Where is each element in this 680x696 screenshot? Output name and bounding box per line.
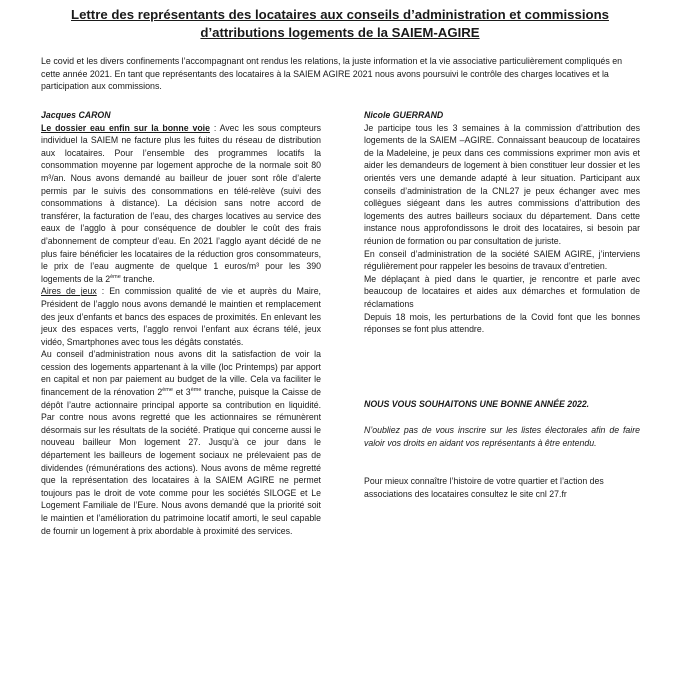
board-text-1: Au conseil d’administration nous avons dit la satisfaction de voir la cession des logements appartenant à la ville (loc Printemps) par apport en capital et non par paiement au budget de la ville. Cela va faciliter le financement de la rénovation 2 [41, 349, 321, 398]
new-year-wish: NOUS VOUS SOUHAITONS UNE BONNE ANNÉE 2022. [364, 398, 590, 409]
playground-heading: Aires de jeux [41, 286, 97, 297]
board-paragraph [41, 348, 321, 537]
left-column [41, 109, 321, 537]
superscript-eme: ème [190, 387, 202, 394]
water-text-1: : Avec les sous compteurs individuel la SAIEM ne facture plus les fuites du réseau de distribution aux locataires. Pour l’ensemble des programmes locatifs la consommation moyenne par logement approche de la normale soit 80 m³/an. Nous avons demandé au bailleur de jouer sont rôle d’alerte permis par le suivis des consommations en télé-relève (suivi des consommations à distance). La décision sans notre accord de transférer, la facturation de l’eau, des charges locatives au service des eaux de l’agglo à pour conséquence de doubler le coût des frais d’abonnement de compteur d’eau. En 2021 l’agglo ayant décidé de ne plus faire bénéficier les locataires de la réduction gros consommateurs, le prix de l’eau augmente de quelque 1 euros/m³ pour les 390 logements de la 2 [41, 122, 321, 284]
history-paragraph: Pour mieux connaître l’histoire de votre quartier et l’action des associations des locataires consultez le site cnl 27.fr [364, 476, 604, 500]
superscript-eme: ème [110, 273, 121, 280]
title-line-1: Lettre des représentants des locataires aux conseils d’administration et commissions [71, 7, 609, 22]
water-text-2: tranche. [120, 273, 155, 284]
author-left: Jacques CARON [41, 110, 111, 120]
playground-text: : En commission qualité de vie et auprès du Maire, Président de l’agglo nous avons demandé le maintien et remplacement des jeux d’enfants et bancs des espaces de proximités. En enlevant les jeux des espaces verts, l’agglo renvoi l’enfant aux écrans télé, jeux vidéo, Smartphones avec tous les dégâts constatés. [41, 286, 321, 347]
author-right: Nicole GUERRAND [364, 110, 444, 120]
superscript-eme: ème [162, 387, 173, 394]
board-right-paragraph: En conseil d’administration de la société SAIEM AGIRE, j’interviens régulièrement pour rappeler les besoins de travaux d’entretien. [364, 248, 640, 272]
water-paragraph [41, 122, 321, 286]
board-text-2: tranche, puisque la Caisse de dépôt l’autre actionnaire principal apporte sa contribution en liquidité. Par contre nous avons regretté que les actionnaires se rémunèrent désormais sur les résultats de la société. Pratique qui concerne aussi le nouveau bailleur Mon logement 27. Jusqu’à ce jour dans le département les bailleurs de logement sociaux ne prélevaient pas de dividendes (rémunérations des actions). Nous avons de même regretté que la représentation des locataires à la SAIEM AGIRE ne permet toujours pas le droit de vote comme pour les sociétés SILOGE et Le Logement Familiale de l’Eure. Nous avons demandé que la priorité soit le maintien et l’amélioration du patrimoine locatif amorti, le seul capable de fournir un logement à prix abordable à proximité des services. [41, 387, 321, 536]
commission-paragraph: Je participe tous les 3 semaines à la commission d’attribution des logements de la SAIEM –AGIRE. Connaissant beaucoup de locataires de la Madeleine, je peux dans ces commissions exprimer mon avis et aider les demandeurs de logement à bien constituer leur dossier et les orientés vers une demande adapté à leur situation. Participant aux conseils d’administration de la CNL27 je peux échanger avec mes collègues siégeant dans les autres commissions d’attribution des logements des autres bailleurs sociaux du département. Dans cette instance nous approfondissons le droit des locataires, si besoin par réunion de formation ou par consultation de juriste. [364, 122, 640, 246]
elections-reminder: N’oubliez pas de vous inscrire sur les listes électorales afin de faire valoir vos droits en aidant vos représentants à être entendu. [364, 425, 640, 448]
covid-paragraph: Depuis 18 mois, les perturbations de la Covid font que les bonnes réponses se font plus attendre. [364, 311, 640, 335]
title-line-2: d’attributions logements de la SAIEM-AGIRE [200, 25, 480, 40]
water-heading: Le dossier eau enfin sur la bonne voie [41, 122, 210, 133]
intro-paragraph [41, 55, 641, 93]
board-and: et 3 [172, 387, 191, 398]
right-column [364, 109, 640, 501]
intro-text: Le covid et les divers confinements l’accompagnant ont rendus les relations, la juste information et la vie associative particulièrement compliqués en cette année 2021. En tant que représentants des locataires à la SAIEM AGIRE 2021 nous avons poursuivi le contrôle des charges locatives et la participation aux commissions. [41, 56, 623, 92]
playground-paragraph [41, 285, 321, 348]
neighborhood-paragraph: Me déplaçant à pied dans le quartier, je rencontre et parle avec beaucoup de locataires et aides aux démarches et formulation de réclamations [364, 273, 640, 309]
letter-title [30, 6, 650, 42]
